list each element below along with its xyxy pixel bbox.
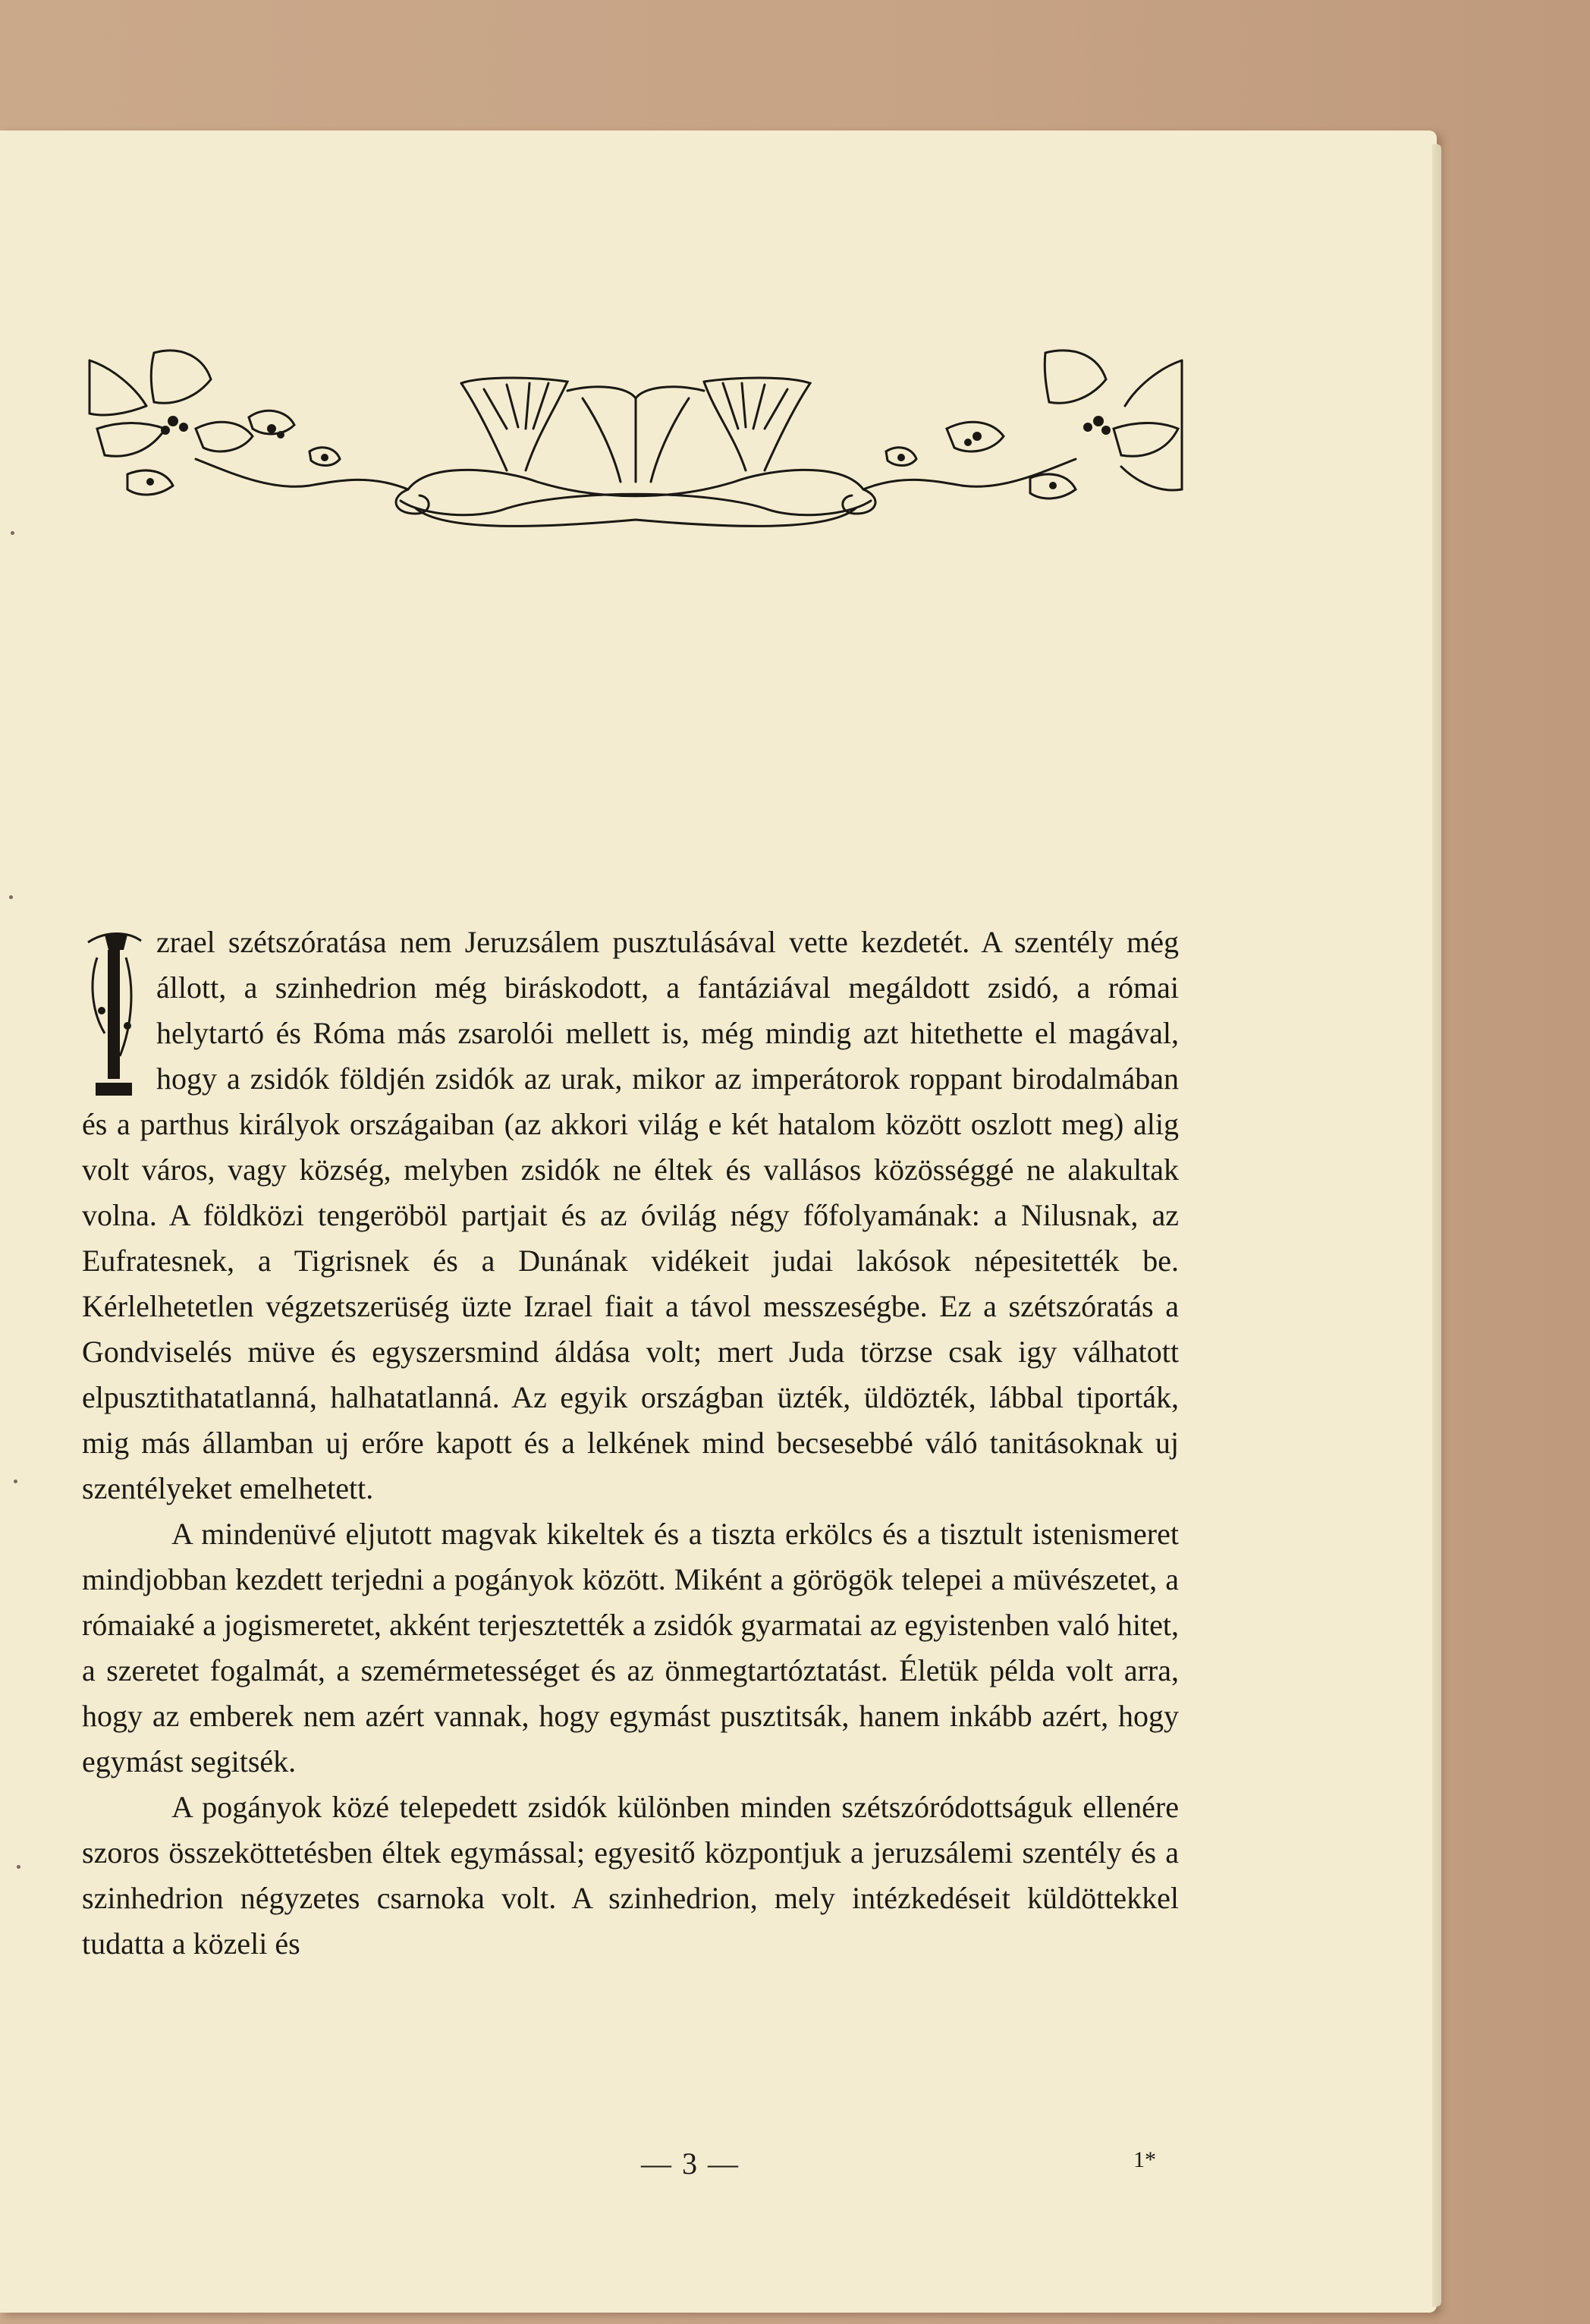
paragraph-1: zrael szétszóratása nem Jeruzsálem pusztulásával vette kezdetét. A szentély még állott, a szinhedrion még biráskodott, a fantáziával megáldott zsidó, a római helytartó és Róma más zsarolói mellett is, még mindig azt hitethette el magával, hogy a zsidók földjén zsidók az urak, mikor az imperátorok roppant birodalmában és a parthus királyok országaiban (az akkori világ e két hatalom között oszlott meg) alig volt város, vagy község, melyben zsidók ne éltek és vallásos közösséggé ne alakultak volna. A földközi tengeröböl partjait és az óvilág négy főfolyamának: a Nilusnak, az Eufratesnek, a Tigrisnek és a Dunának vidékeit judai lakósok népesitették be. Kérlelhetetlen végzetszerüség üzte Izrael fiait a távol messzeségbe. Ez a szétszóratás a Gondviselés müve és egyszersmind áldása volt; mert Juda törzse csak igy válhatott elpusztithatatlanná, halhatatlanná. Az egyik országban üzték, üldözték, lábbal tiporták, mig más államban uj erőre kapott és a lelkének mind becsesebbé váló tanitásoknak uj szentélyeket emelhetett. (82, 925, 1179, 1505)
speck (14, 1480, 17, 1483)
decorated-initial-i-icon (82, 927, 144, 1102)
speck (17, 1865, 20, 1869)
paragraph-3: A pogányok közé telepedett zsidók különben minden szétszóródottságuk ellenére szoros összeköttetésben éltek egymással; egyesitő központjuk a jeruzsálemi szentély és a szinhedrion négyzetes csarnoka volt. A szinhedrion, mely intézkedéseit küldöttekkel tudatta a közeli és (82, 1790, 1179, 1961)
body-text (82, 920, 1179, 1967)
page-edge (1432, 144, 1441, 2307)
speck (9, 895, 13, 899)
floral-ornament-headpiece (82, 345, 1189, 535)
signature-mark: 1* (1133, 2147, 1156, 2172)
page-number: — 3 — (641, 2146, 740, 2181)
decorated-initial (82, 927, 144, 1102)
paragraph-2: A mindenüvé eljutott magvak kikeltek és a tiszta erkölcs és a tisztult istenismeret mindjobban kezdett terjedni a pogányok között. Miként a görögök telepei a müvészetet, a rómaiaké a jogismeretet, akként terjesztették a zsidók gyarmatai az egyistenben való hitet, a szeretet fogalmát, a szemérmetességet és az önmegtartóztatást. Életük példa volt arra, hogy az emberek nem azért vannak, hogy egymást pusztitsák, hanem inkább azért, hogy egymást segitsék. (82, 1517, 1179, 1778)
first-paragraph-wrap (82, 920, 1179, 1511)
speck (11, 531, 14, 535)
